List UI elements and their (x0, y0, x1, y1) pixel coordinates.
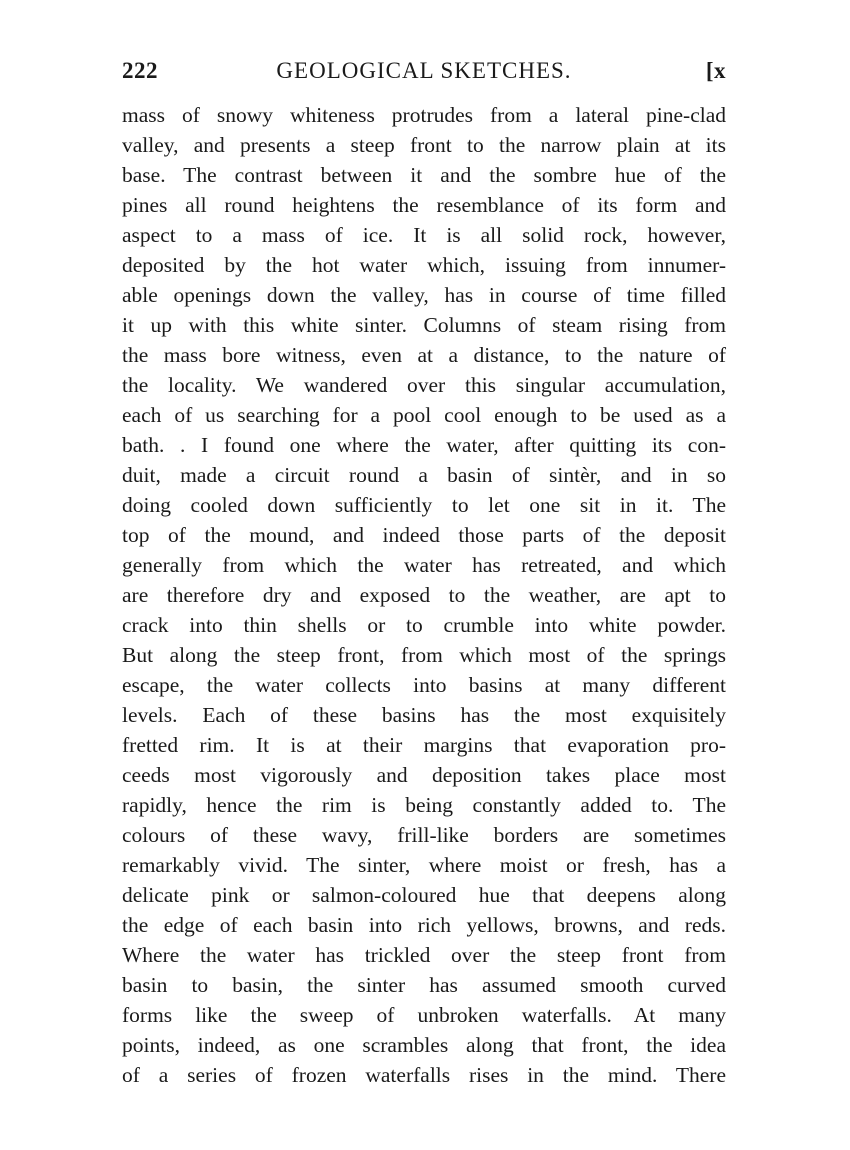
text-line: doing cooled down sufficiently to let one sit in it. The (122, 493, 726, 517)
text-line: generally from which the water has retreated, and which (122, 553, 726, 577)
text-line: forms like the sweep of unbroken waterfalls. At many (122, 1003, 726, 1027)
text-line: duit, made a circuit round a basin of sintèr, and in so (122, 463, 726, 487)
text-line: crack into thin shells or to crumble into white powder. (122, 613, 726, 637)
text-line: levels. Each of these basins has the most exquisitely (122, 703, 726, 727)
text-line: escape, the water collects into basins at many different (122, 673, 726, 697)
running-title: GEOLOGICAL SKETCHES. (276, 58, 572, 83)
text-line: each of us searching for a pool cool enough to be used as a (122, 403, 726, 427)
text-line: valley, and presents a steep front to the narrow plain at its (122, 133, 726, 157)
text-line: fretted rim. It is at their margins that evaporation pro- (122, 733, 726, 757)
text-line: But along the steep front, from which most of the springs (122, 643, 726, 667)
running-head (122, 58, 726, 92)
text-line: are therefore dry and exposed to the weather, are apt to (122, 583, 726, 607)
text-line: base. The contrast between it and the sombre hue of the (122, 163, 726, 187)
text-line: rapidly, hence the rim is being constantly added to. The (122, 793, 726, 817)
text-line: points, indeed, as one scrambles along that front, the idea (122, 1033, 726, 1057)
text-line: the locality. We wandered over this singular accumulation, (122, 373, 726, 397)
text-line: of a series of frozen waterfalls rises in the mind. There (122, 1063, 726, 1087)
text-line: aspect to a mass of ice. It is all solid rock, however, (122, 223, 726, 247)
text-line: deposited by the hot water which, issuing from innumer- (122, 253, 726, 277)
text-line: ceeds most vigorously and deposition takes place most (122, 763, 726, 787)
body-text (122, 100, 726, 1090)
page-number: 222 (122, 58, 158, 83)
text-line: Where the water has trickled over the steep front from (122, 943, 726, 967)
text-line: colours of these wavy, frill-like borders are sometimes (122, 823, 726, 847)
text-line: pines all round heightens the resemblance of its form and (122, 193, 726, 217)
chapter-marker: [x (705, 58, 726, 83)
text-line: able openings down the valley, has in course of time filled (122, 283, 726, 307)
text-line: delicate pink or salmon-coloured hue that deepens along (122, 883, 726, 907)
text-line: the mass bore witness, even at a distance, to the nature of (122, 343, 726, 367)
text-line: it up with this white sinter. Columns of steam rising from (122, 313, 726, 337)
text-line: the edge of each basin into rich yellows, browns, and reds. (122, 913, 726, 937)
text-line: remarkably vivid. The sinter, where moist or fresh, has a (122, 853, 726, 877)
text-line: mass of snowy whiteness protrudes from a lateral pine-clad (122, 103, 726, 127)
text-line: basin to basin, the sinter has assumed smooth curved (122, 973, 726, 997)
text-line: bath. . I found one where the water, after quitting its con- (122, 433, 726, 457)
text-line: top of the mound, and indeed those parts of the deposit (122, 523, 726, 547)
